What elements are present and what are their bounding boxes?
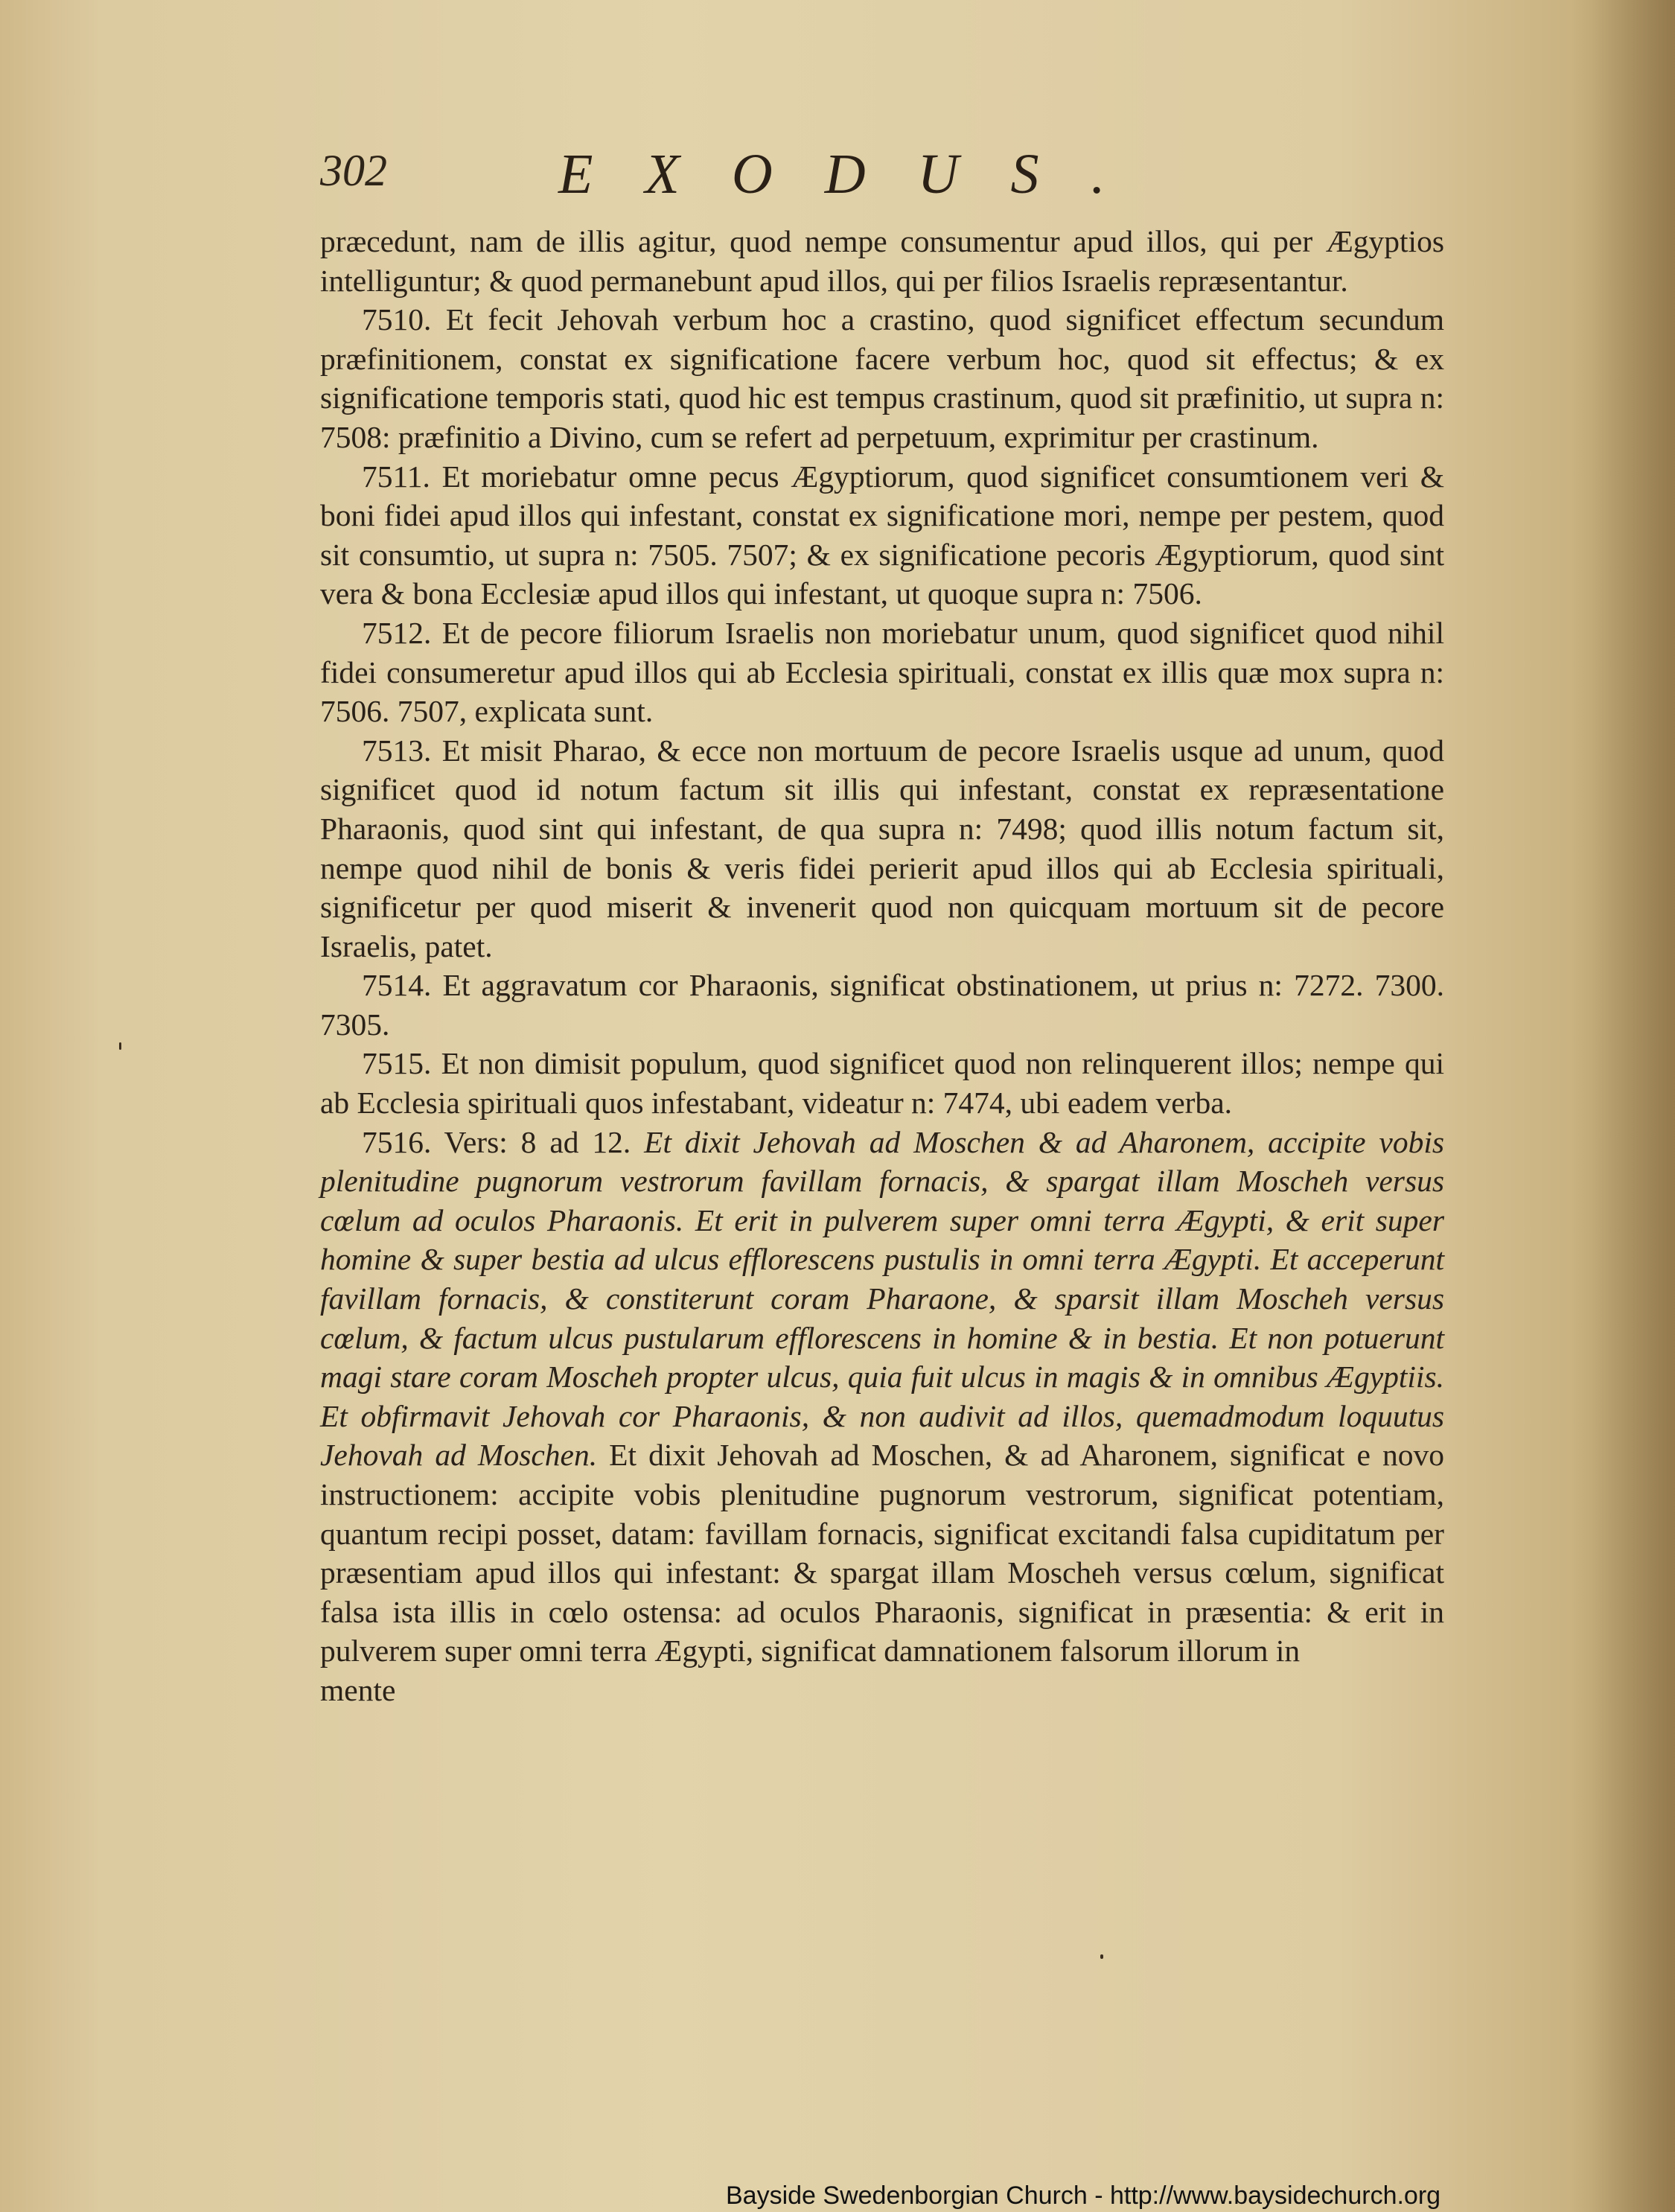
ink-speck — [119, 1042, 121, 1050]
paragraph-7512: 7512. Et de pecore filiorum Israelis non moriebatur unum, quod significet quod nihil fidei consumeretur apud illos qui ab Ecclesia spirituali, constat ex illis quæ mox supra n: 7506. 7507, explicata sunt. — [320, 615, 1444, 729]
paragraph-7510: 7510. Et fecit Jehovah verbum hoc a crastino, quod significet effectum secundum præfinitionem, constat ex significatione facere verbum hoc, quod sit effectus; & ex significatione temporis stati, quod hic est tempus crastinum, quod sit præfinitio, ut supra n: 7508: præfinitio a Divino, cum se refert ad perpetuum, exprimitur per crastinum. — [320, 302, 1444, 454]
body-text — [320, 222, 1444, 1710]
paragraph-7516-exposition: Et dixit Jehovah ad Moschen, & ad Aharonem, significat e novo instructionem: accipite vobis plenitudine pugnorum vestrorum, significat potentiam, quantum recipi posset, datam: favillam fornacis, significat excitandi falsa cupiditatum per præsentiam apud illos qui infestant: & spargat illam Moscheh versus cœlum, significat falsa ista illis in cœlo ostensa: ad oculos Pharaonis, significat in præsentia: & erit in pulverem super omni terra Ægypti, significat damnationem falsorum illorum in — [320, 1438, 1445, 1668]
page-header — [320, 145, 1481, 212]
paragraph-7515: 7515. Et non dimisit populum, quod significet quod non relinquerent illos; nempe qui ab Ecclesia spirituali quos infestabant, videatur n: 7474, ubi eadem verba. — [320, 1046, 1444, 1121]
paragraph-7514: 7514. Et aggravatum cor Pharaonis, significat obstinationem, ut prius n: 7272. 7300. 7305. — [320, 968, 1444, 1042]
paragraph-7513: 7513. Et misit Pharao, & ecce non mortuum de pecore Israelis usque ad unum, quod significet quod id notum factum sit illis qui infestant, constat ex repræsentatione Pharaonis, quod sint qui infestant, de qua supra n: 7498; quod illis notum factum sit, nempe quod nihil de bonis & veris fidei perierit apud illos qui ab Ecclesia spirituali, significetur per quod miserit & invenerit quod non quicquam mortuum sit de pecore Israelis, patet. — [320, 733, 1444, 963]
paragraph-continuation: præcedunt, nam de illis agitur, quod nempe consumentur apud illos, qui per Ægyptios intelliguntur; & quod permanebunt apud illos, qui per filios Israelis repræsentantur. — [320, 224, 1444, 298]
paragraph-7511: 7511. Et moriebatur omne pecus Ægyptiorum, quod significet consumtionem veri & boni fidei apud illos qui infestant, constat ex significatione mori, nempe per pestem, quod sit consumtio, ut supra n: 7505. 7507; & ex significatione pecoris Ægyptiorum, quod sint vera & bona Ecclesiæ apud illos qui infestant, ut quoque supra n: 7506. — [320, 459, 1444, 611]
page-number: 302 — [320, 146, 387, 195]
site-watermark: Bayside Swedenborgian Church - http://www.baysidechurch.org — [726, 2181, 1441, 2210]
running-title: EXODUS. — [558, 143, 1158, 205]
scripture-quotation: Et dixit Jehovah ad Moschen & ad Aharonem, accipite vobis plenitudine pugnorum vestrorum favillam fornacis, & spargat illam Moscheh versus cœlum ad oculos Pharaonis. Et erit in pulverem super omni terra Ægypti, & erit super homine & super bestia ad ulcus efflorescens pustulis in omni terra Ægypti. Et acceperunt favillam fornacis, & constiterunt coram Pharaone, & sparsit illam Moscheh versus cœlum, & factum ulcus pustularum efflorescens in homine & in bestia. Et non potuerunt magi stare coram Moscheh propter ulcus, quia fuit ulcus in magis & in omnibus Ægyptiis. Et obfirmavit Jehovah cor Pharaonis, & non audivit ad illos, quemadmodum loquutus Jehovah ad Moschen. — [320, 1124, 1444, 1473]
paragraph-7516 — [320, 1123, 1444, 1671]
catchword: mente — [320, 1672, 396, 1707]
ink-speck — [1100, 1954, 1103, 1959]
paragraph-7516-lead: 7516. Vers: 8 ad 12. — [362, 1124, 631, 1159]
